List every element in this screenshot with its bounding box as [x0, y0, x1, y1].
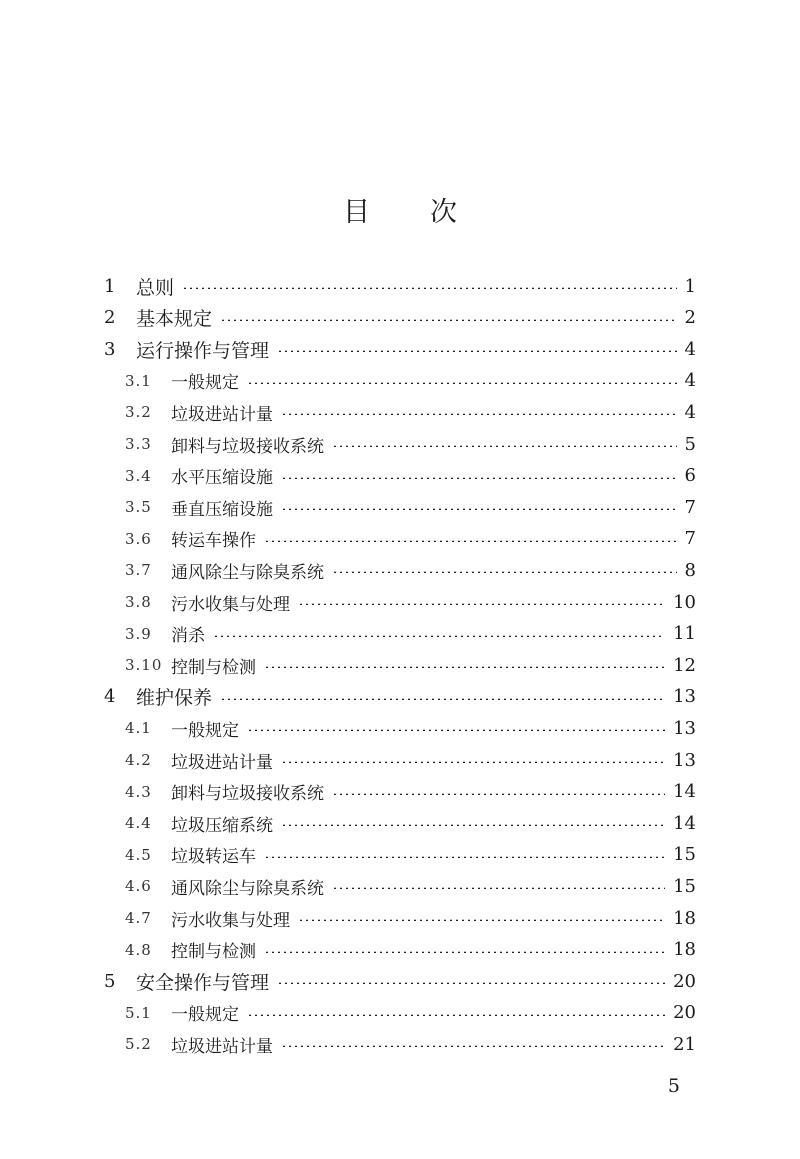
toc-row[interactable] [0, 649, 800, 681]
toc-section-title: 垃圾进站计量 [171, 404, 273, 425]
toc-page-number: 10 [673, 591, 696, 613]
toc-leader-dots [264, 540, 677, 542]
toc-page-number: 13 [673, 686, 696, 708]
toc-page-number: 12 [673, 654, 696, 676]
toc-section-number: 3.10 [125, 656, 163, 675]
toc-page-number: 1 [684, 275, 696, 297]
toc-section-title: 卸料与垃圾接收系统 [171, 436, 324, 457]
toc-section-number: 2 [104, 307, 116, 329]
toc-leader-dots [277, 350, 677, 352]
toc-leader-dots [332, 793, 665, 795]
toc-section-number: 4.1 [125, 719, 152, 738]
toc-section-title: 转运车操作 [171, 531, 256, 552]
page-title [0, 190, 800, 229]
toc-section-title: 一般规定 [171, 373, 239, 394]
toc-page-number: 4 [684, 401, 696, 423]
toc-leader-dots [213, 635, 665, 637]
toc-page-number: 18 [673, 907, 696, 929]
toc-row[interactable] [0, 776, 800, 808]
toc-row[interactable] [0, 839, 800, 871]
toc-row[interactable] [0, 902, 800, 934]
toc-section-title: 消杀 [171, 626, 205, 647]
toc-section-title: 控制与检测 [171, 942, 256, 963]
toc-leader-dots [281, 413, 677, 415]
toc-section-number: 4 [104, 686, 116, 708]
toc-leader-dots [264, 666, 665, 668]
toc-page-number: 5 [684, 433, 696, 455]
toc-section-number: 3.9 [125, 624, 152, 643]
toc-row[interactable] [0, 270, 800, 302]
toc-leader-dots [247, 382, 677, 384]
toc-row[interactable] [0, 744, 800, 776]
toc-section-number: 3.6 [125, 529, 152, 548]
toc-section-number: 4.4 [125, 814, 152, 833]
toc-page-number: 18 [673, 939, 696, 961]
toc-section-number: 5.1 [125, 1003, 152, 1022]
toc-row[interactable] [0, 997, 800, 1029]
toc-section-title: 控制与检测 [171, 657, 256, 678]
toc-row[interactable] [0, 1028, 800, 1060]
toc-section-title: 垃圾转运车 [171, 847, 256, 868]
toc-page-number: 14 [673, 812, 696, 834]
toc-page-number: 15 [673, 875, 696, 897]
toc-section-title: 垂直压缩设施 [171, 499, 273, 520]
toc-leader-dots [281, 1045, 665, 1047]
toc-row[interactable] [0, 681, 800, 713]
toc-page-number: 20 [673, 970, 696, 992]
toc-row[interactable] [0, 428, 800, 460]
toc-page-number: 7 [684, 528, 696, 550]
toc-section-number: 3.4 [125, 466, 152, 485]
toc-section-title: 维护保养 [136, 687, 213, 710]
toc-section-number: 4.2 [125, 751, 152, 769]
toc-section-number: 3.3 [125, 435, 152, 453]
toc-section-title: 通风除尘与除臭系统 [171, 878, 324, 899]
toc-leader-dots [332, 445, 677, 447]
toc-leader-dots [247, 1014, 665, 1016]
toc-page-number: 14 [673, 781, 696, 803]
toc-page-number: 4 [684, 370, 696, 392]
toc-section-number: 4.7 [125, 909, 152, 927]
toc-section-title: 安全操作与管理 [136, 971, 270, 994]
toc-page-number: 4 [684, 338, 696, 360]
toc-row[interactable] [0, 491, 800, 523]
toc-row[interactable] [0, 365, 800, 397]
toc-leader-dots [264, 951, 665, 953]
title-char-2: 次 [430, 197, 457, 228]
toc-page-number: 11 [673, 623, 696, 645]
toc-leader-dots [264, 856, 665, 858]
toc-row[interactable] [0, 554, 800, 586]
toc-page-number: 13 [673, 749, 696, 771]
toc-leader-dots [281, 508, 677, 510]
toc-row[interactable] [0, 523, 800, 555]
toc-row[interactable] [0, 618, 800, 650]
toc-row[interactable] [0, 302, 800, 334]
toc-section-number: 3.2 [125, 403, 152, 422]
footer-page-number: 5 [667, 1075, 680, 1097]
toc-section-title: 垃圾进站计量 [171, 752, 273, 773]
toc-section-title: 水平压缩设施 [171, 468, 273, 489]
toc-leader-dots [247, 729, 665, 731]
toc-section-number: 3.1 [125, 371, 152, 390]
toc-leader-dots [332, 571, 677, 573]
toc-row[interactable] [0, 333, 800, 365]
toc-leader-dots [298, 603, 665, 605]
toc-section-number: 4.5 [125, 845, 152, 864]
toc-section-title: 垃圾进站计量 [171, 1036, 273, 1057]
toc-section-title: 污水收集与处理 [171, 594, 290, 615]
toc-leader-dots [220, 319, 677, 321]
toc-page-number: 8 [684, 559, 696, 581]
toc-section-number: 3 [104, 338, 116, 360]
toc-row[interactable] [0, 934, 800, 966]
toc-section-title: 运行操作与管理 [136, 339, 270, 362]
toc-row[interactable] [0, 807, 800, 839]
toc-page-number: 2 [684, 307, 696, 329]
toc-section-number: 4.8 [125, 940, 152, 959]
toc-row[interactable] [0, 460, 800, 492]
toc-section-title: 卸料与垃圾接收系统 [171, 784, 324, 805]
toc-page-number: 15 [673, 844, 696, 866]
toc-section-title: 通风除尘与除臭系统 [171, 562, 324, 583]
toc-leader-dots [281, 824, 665, 826]
toc-row[interactable] [0, 396, 800, 428]
toc-section-title: 基本规定 [136, 308, 213, 331]
toc-row[interactable] [0, 965, 800, 997]
toc-leader-dots [281, 761, 665, 763]
toc-page-number: 7 [684, 496, 696, 518]
toc-section-number: 4.3 [125, 782, 152, 801]
toc-leader-dots [281, 477, 677, 479]
toc-leader-dots [182, 287, 677, 289]
toc-section-number: 5 [104, 970, 116, 992]
toc-section-number: 3.5 [125, 498, 152, 517]
toc-section-title: 一般规定 [171, 1005, 239, 1026]
toc-page-number: 6 [684, 465, 696, 487]
toc-section-title: 垃圾压缩系统 [171, 815, 273, 836]
toc-section-number: 4.6 [125, 877, 152, 896]
toc-leader-dots [298, 919, 665, 921]
toc-page-number: 21 [673, 1033, 696, 1055]
toc-leader-dots [277, 982, 665, 984]
toc-section-title: 总则 [136, 276, 175, 299]
toc-leader-dots [332, 887, 665, 889]
toc-row[interactable] [0, 870, 800, 902]
toc-page-number: 13 [673, 717, 696, 739]
toc-section-number: 3.7 [125, 561, 152, 580]
toc-section-number: 1 [104, 275, 116, 297]
toc-section-number: 5.2 [125, 1035, 152, 1054]
toc-section-title: 污水收集与处理 [171, 910, 290, 931]
title-char-1: 目 [343, 197, 370, 228]
toc-row[interactable] [0, 712, 800, 744]
toc-section-title: 一般规定 [171, 720, 239, 741]
toc-leader-dots [220, 698, 665, 700]
toc-row[interactable] [0, 586, 800, 618]
toc-page-number: 20 [673, 1002, 696, 1024]
toc-section-number: 3.8 [125, 593, 152, 611]
